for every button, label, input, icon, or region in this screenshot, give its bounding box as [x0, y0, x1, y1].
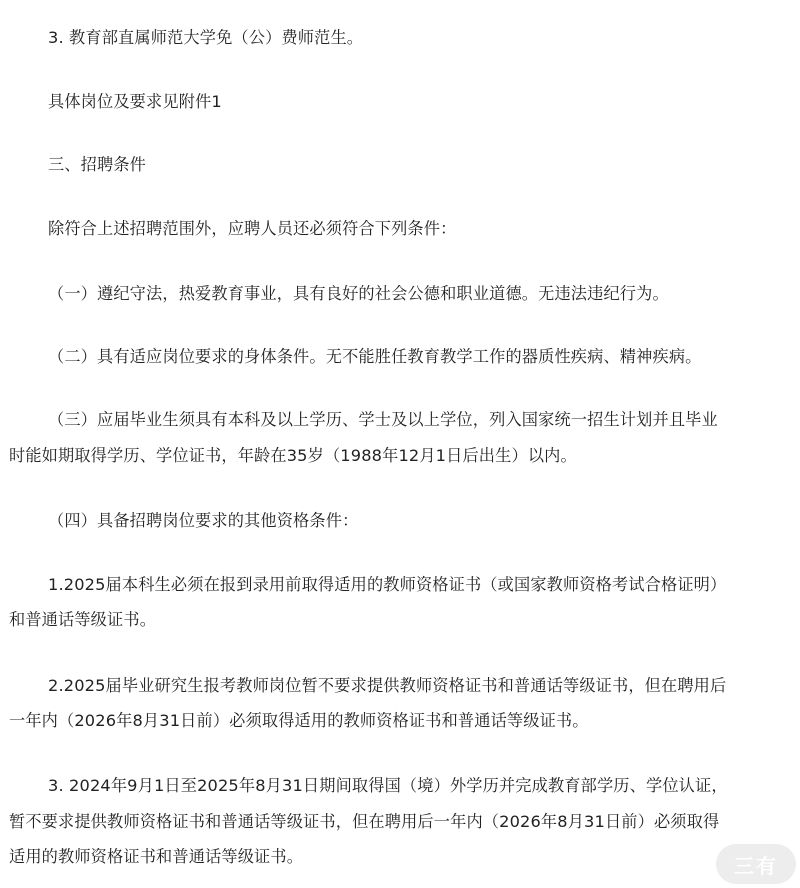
watermark-logo: [716, 844, 796, 884]
paragraph-condition-2: （二）具有适应岗位要求的身体条件。无不能胜任教育教学工作的器质性疾病、精神疾病。: [48, 347, 702, 366]
paragraph-sub-2-line1: 2.2025届毕业研究生报考教师岗位暂不要求提供教师资格证书和普通话等级证书，但在聘用后: [48, 676, 727, 695]
paragraph-conditions-intro: 除符合上述招聘范围外，应聘人员还必须符合下列条件：: [48, 219, 457, 238]
paragraph-sub-3-line1: 3. 2024年9月1日至2025年8月31日期间取得国（境）外学历并完成教育部学历、学位认证，: [48, 776, 728, 795]
paragraph-sub-1-line1: 1.2025届本科生必须在报到录用前取得适用的教师资格证书（或国家教师资格考试合格证明）: [48, 575, 727, 594]
paragraph-sub-3-line3: 适用的教师资格证书和普通话等级证书。: [9, 847, 304, 866]
section-heading-recruitment-conditions: 三、招聘条件: [48, 155, 147, 174]
paragraph-sub-1-line2: 和普通话等级证书。: [9, 610, 157, 629]
paragraph-item-3-normal-university: 3. 教育部直属师范大学免（公）费师范生。: [48, 28, 364, 47]
paragraph-sub-3-line2: 暂不要求提供教师资格证书和普通话等级证书，但在聘用后一年内（2026年8月31日前）必须取得: [9, 812, 720, 831]
watermark-text: 三有: [734, 853, 778, 878]
paragraph-condition-3-line2: 时能如期取得学历、学位证书，年龄在35岁（1988年12月1日后出生）以内。: [9, 446, 577, 465]
paragraph-condition-3-line1: （三）应届毕业生须具有本科及以上学历、学士及以上学位，列入国家统一招生计划并且毕业: [48, 410, 718, 429]
paragraph-condition-4: （四）具备招聘岗位要求的其他资格条件：: [48, 511, 359, 530]
paragraph-positions-attachment: 具体岗位及要求见附件1: [48, 92, 222, 111]
paragraph-condition-1: （一）遵纪守法，热爱教育事业，具有良好的社会公德和职业道德。无违法违纪行为。: [48, 284, 669, 303]
paragraph-sub-2-line2: 一年内（2026年8月31日前）必须取得适用的教师资格证书和普通话等级证书。: [9, 711, 589, 730]
